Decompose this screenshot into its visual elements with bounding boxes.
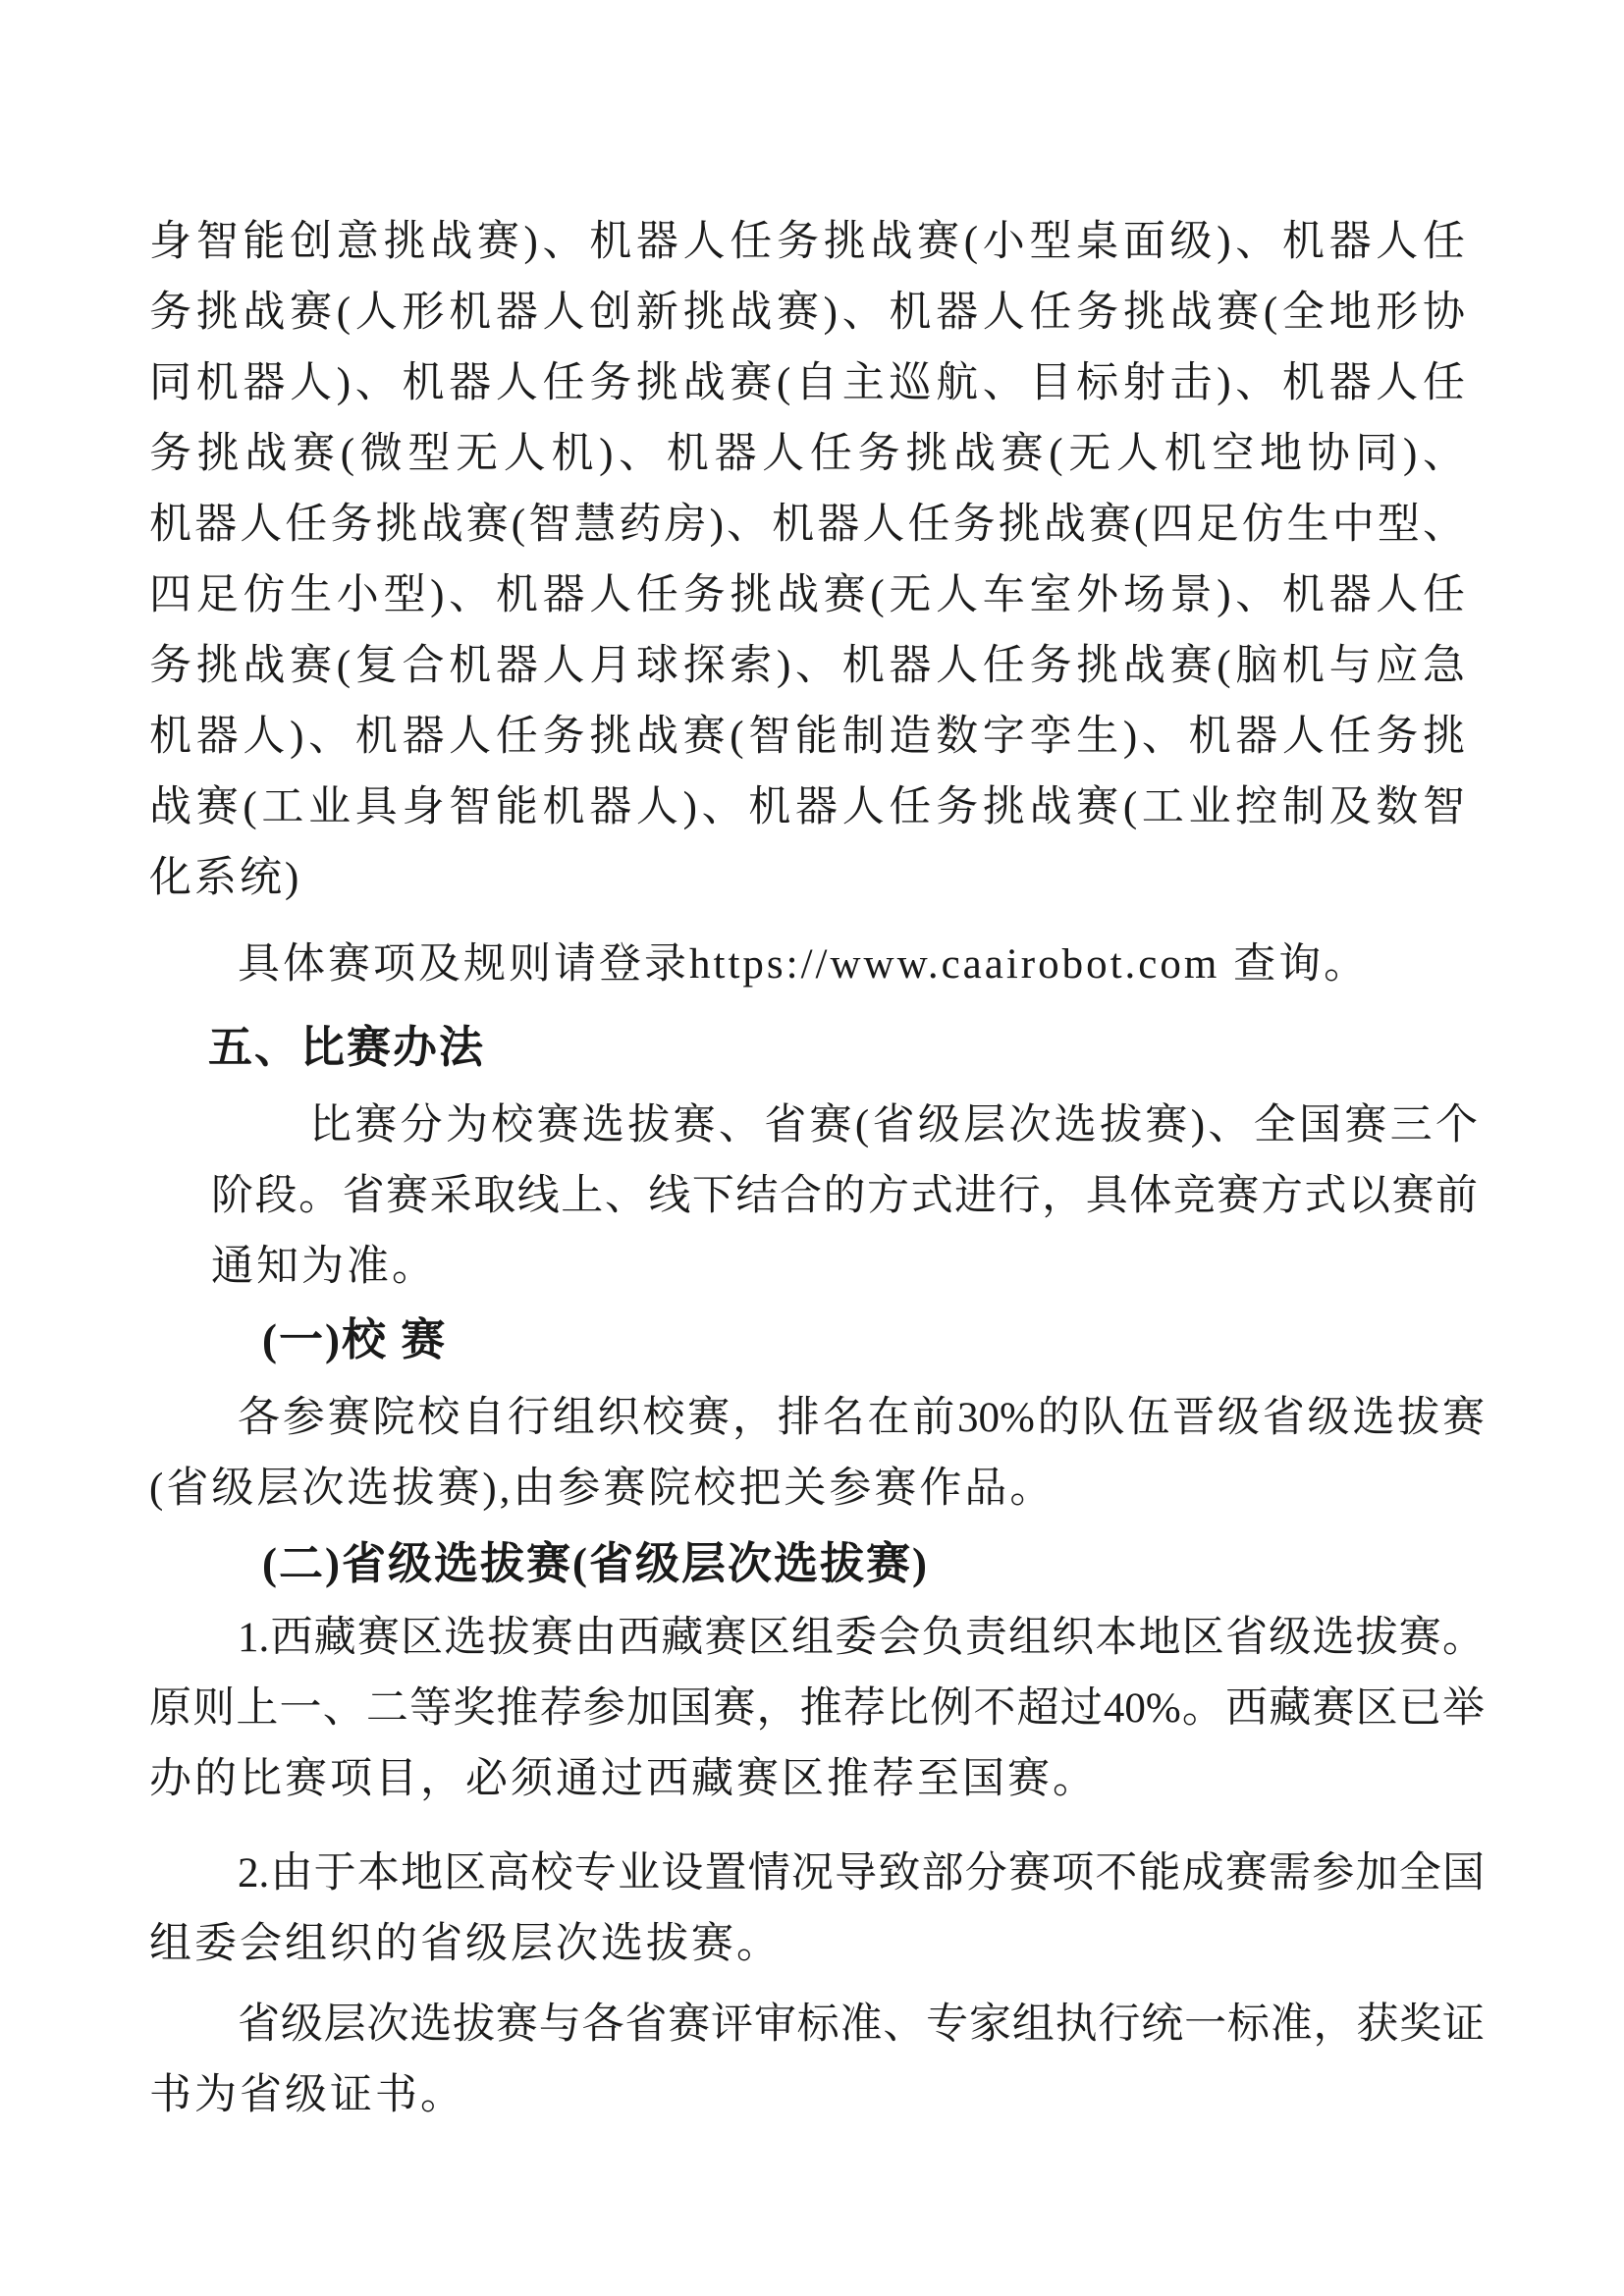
section-heading: (二)省级选拔赛(省级层次选拔赛)	[262, 1539, 929, 1588]
body-text-line: 机器人)、机器人任务挑战赛(智能制造数字孪生)、机器人任务挑	[149, 714, 1465, 760]
body-text-line: 2.由于本地区高校专业设置情况导致部分赛项不能成赛需参加全国	[238, 1850, 1485, 1896]
section-heading: 五、比赛办法	[208, 1023, 486, 1072]
body-text-line: 务挑战赛(人形机器人创新挑战赛)、机器人任务挑战赛(全地形协	[149, 290, 1465, 336]
body-text-line: 身智能创意挑战赛)、机器人任务挑战赛(小型桌面级)、机器人任	[149, 219, 1465, 265]
body-text-line: 比赛分为校赛选拔赛、省赛(省级层次选拔赛)、全国赛三个	[309, 1102, 1478, 1148]
body-text-line: 1.西藏赛区选拔赛由西藏赛区组委会负责组织本地区省级选拔赛。	[238, 1615, 1485, 1661]
body-text-line: 同机器人)、机器人任务挑战赛(自主巡航、目标射击)、机器人任	[149, 360, 1465, 406]
section-heading: (一)校 赛	[262, 1315, 448, 1364]
body-text-line: 通知为准。	[211, 1244, 437, 1290]
body-text-line: 各参赛院校自行组织校赛，排名在前30%的队伍晋级省级选拔赛	[238, 1395, 1485, 1441]
body-text-line: 组委会组织的省级层次选拔赛。	[149, 1921, 782, 1967]
body-text-line: 化系统)	[149, 855, 302, 901]
body-text-line: (省级层次选拔赛),由参赛院校把关参赛作品。	[149, 1466, 1056, 1512]
body-text-line: 务挑战赛(微型无人机)、机器人任务挑战赛(无人机空地协同)、	[149, 431, 1465, 477]
body-text-line: 战赛(工业具身智能机器人)、机器人任务挑战赛(工业控制及数智	[149, 784, 1465, 830]
body-text-line: 阶段。省赛采取线上、线下结合的方式进行，具体竞赛方式以赛前	[211, 1173, 1478, 1219]
body-text-line: 原则上一、二等奖推荐参加国赛，推荐比例不超过40%。西藏赛区已举	[149, 1685, 1485, 1732]
competition-url: https://www.caairobot.com	[689, 941, 1220, 988]
body-text-line: 省级层次选拔赛与各省赛评审标准、专家组执行统一标准，获奖证	[238, 2002, 1485, 2048]
body-text-line: 务挑战赛(复合机器人月球探索)、机器人任务挑战赛(脑机与应急	[149, 643, 1465, 689]
body-text-line: 四足仿生小型)、机器人任务挑战赛(无人车室外场景)、机器人任	[149, 572, 1465, 618]
note-suffix: 查询。	[1219, 941, 1370, 988]
note-prefix: 具体赛项及规则请登录	[238, 941, 689, 988]
query-note-line	[149, 930, 1465, 1000]
body-text-line: 机器人任务挑战赛(智慧药房)、机器人任务挑战赛(四足仿生中型、	[149, 502, 1465, 548]
body-text-line: 书为省级证书。	[149, 2072, 465, 2118]
body-text-line: 办的比赛项目，必须通过西藏赛区推荐至国赛。	[149, 1756, 1098, 1802]
